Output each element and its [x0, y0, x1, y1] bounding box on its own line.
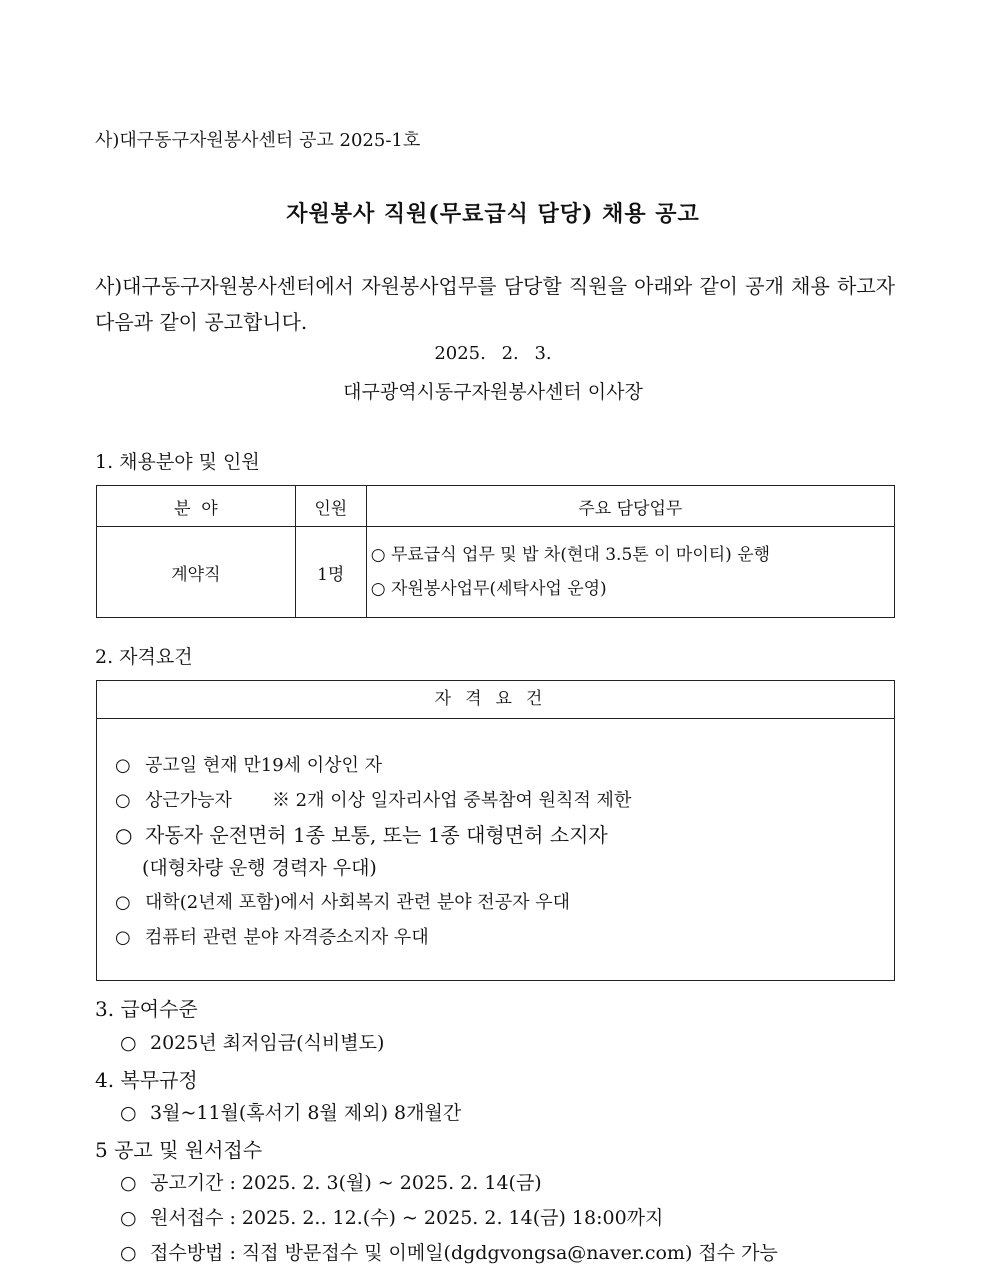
bullet-icon: ○ — [120, 1207, 137, 1229]
bullet-icon: ○ — [115, 790, 131, 811]
issuing-organization: 대구광역시동구자원봉사센터 이사장 — [343, 381, 643, 403]
list-item: ○ 원서접수 : 2025. 2.. 12.(수) ~ 2025. 2. 14(금) 18:00까지 — [120, 1207, 664, 1229]
bullet-icon: ○ — [115, 927, 131, 948]
duty-item: ○ 무료급식 업무 및 밥 차(현대 3.5톤 이 마이티) 운행 — [370, 545, 771, 565]
section-3-heading: 3. 급여수준 — [95, 997, 198, 1021]
recruitment-table — [96, 485, 895, 618]
column-header-duties: 주요 담당업무 — [366, 486, 894, 527]
notice-number: 사)대구동구자원봉사센터 공고 2025-1호 — [95, 130, 421, 151]
list-item: ○ 3월~11월(혹서기 8월 제외) 8개월간 — [120, 1102, 462, 1124]
qualification-item: ○ 자동자 운전면허 1종 보통, 또는 1종 대형면허 소지자 — [115, 823, 608, 847]
bullet-icon: ○ — [115, 755, 131, 776]
list-item: ○ 2025년 최저임금(식비별도) — [120, 1032, 385, 1054]
bullet-icon: ○ — [120, 1102, 137, 1124]
qualification-box-header: 자격요건 — [97, 681, 894, 719]
list-item: ○ 접수방법 : 직접 방문접수 및 이메일(dgdgvongsa@naver.com) 접수 가능 — [120, 1242, 778, 1264]
column-header-count: 인원 — [295, 486, 366, 527]
bullet-icon: ○ — [115, 892, 131, 913]
qualification-item: ○ 공고일 현재 만19세 이상인 자 — [115, 755, 383, 776]
section-1-heading: 1. 채용분야 및 인원 — [95, 451, 260, 473]
column-header-field: 분 야 — [97, 486, 296, 527]
qualification-box — [96, 680, 895, 981]
duties-cell — [366, 527, 894, 618]
qualification-subitem: (대형차량 운행 경력자 우대) — [142, 857, 377, 879]
intro-paragraph: 사)대구동구자원봉사센터에서 자원봉사업무를 담당할 직원을 아래와 같이 공개 채용 하고자 다음과 같이 공고합니다. — [95, 274, 895, 334]
qualification-item: ○ 상근가능자 ※ 2개 이상 일자리사업 중복참여 원칙적 제한 — [115, 790, 632, 811]
duty-item: ○ 자원봉사업무(세탁사업 운영) — [370, 579, 607, 599]
restriction-note: ※ 2개 이상 일자리사업 중복참여 원칙적 제한 — [271, 790, 632, 811]
notice-date: 2025. 2. 3. — [434, 343, 552, 364]
table-header-row — [97, 486, 895, 527]
table-row — [97, 527, 895, 618]
qualification-item: ○ 대학(2년제 포함)에서 사회복지 관련 분야 전공자 우대 — [115, 892, 570, 913]
bullet-icon: ○ — [120, 1032, 137, 1054]
field-cell: 계약직 — [97, 527, 296, 618]
page-title: 자원봉사 직원(무료급식 담당) 채용 공고 — [286, 201, 700, 227]
count-cell: 1명 — [295, 527, 366, 618]
bullet-icon: ○ — [120, 1242, 137, 1264]
section-5-heading: 5 공고 및 원서접수 — [95, 1138, 263, 1162]
section-2-heading: 2. 자격요건 — [95, 646, 193, 668]
section-4-heading: 4. 복무규정 — [95, 1068, 198, 1092]
bullet-icon: ○ — [120, 1172, 137, 1194]
bullet-icon: ○ — [115, 823, 133, 847]
qualification-item: ○ 컴퓨터 관련 분야 자격증소지자 우대 — [115, 927, 429, 948]
list-item: ○ 공고기간 : 2025. 2. 3(월) ~ 2025. 2. 14(금) — [120, 1172, 542, 1194]
